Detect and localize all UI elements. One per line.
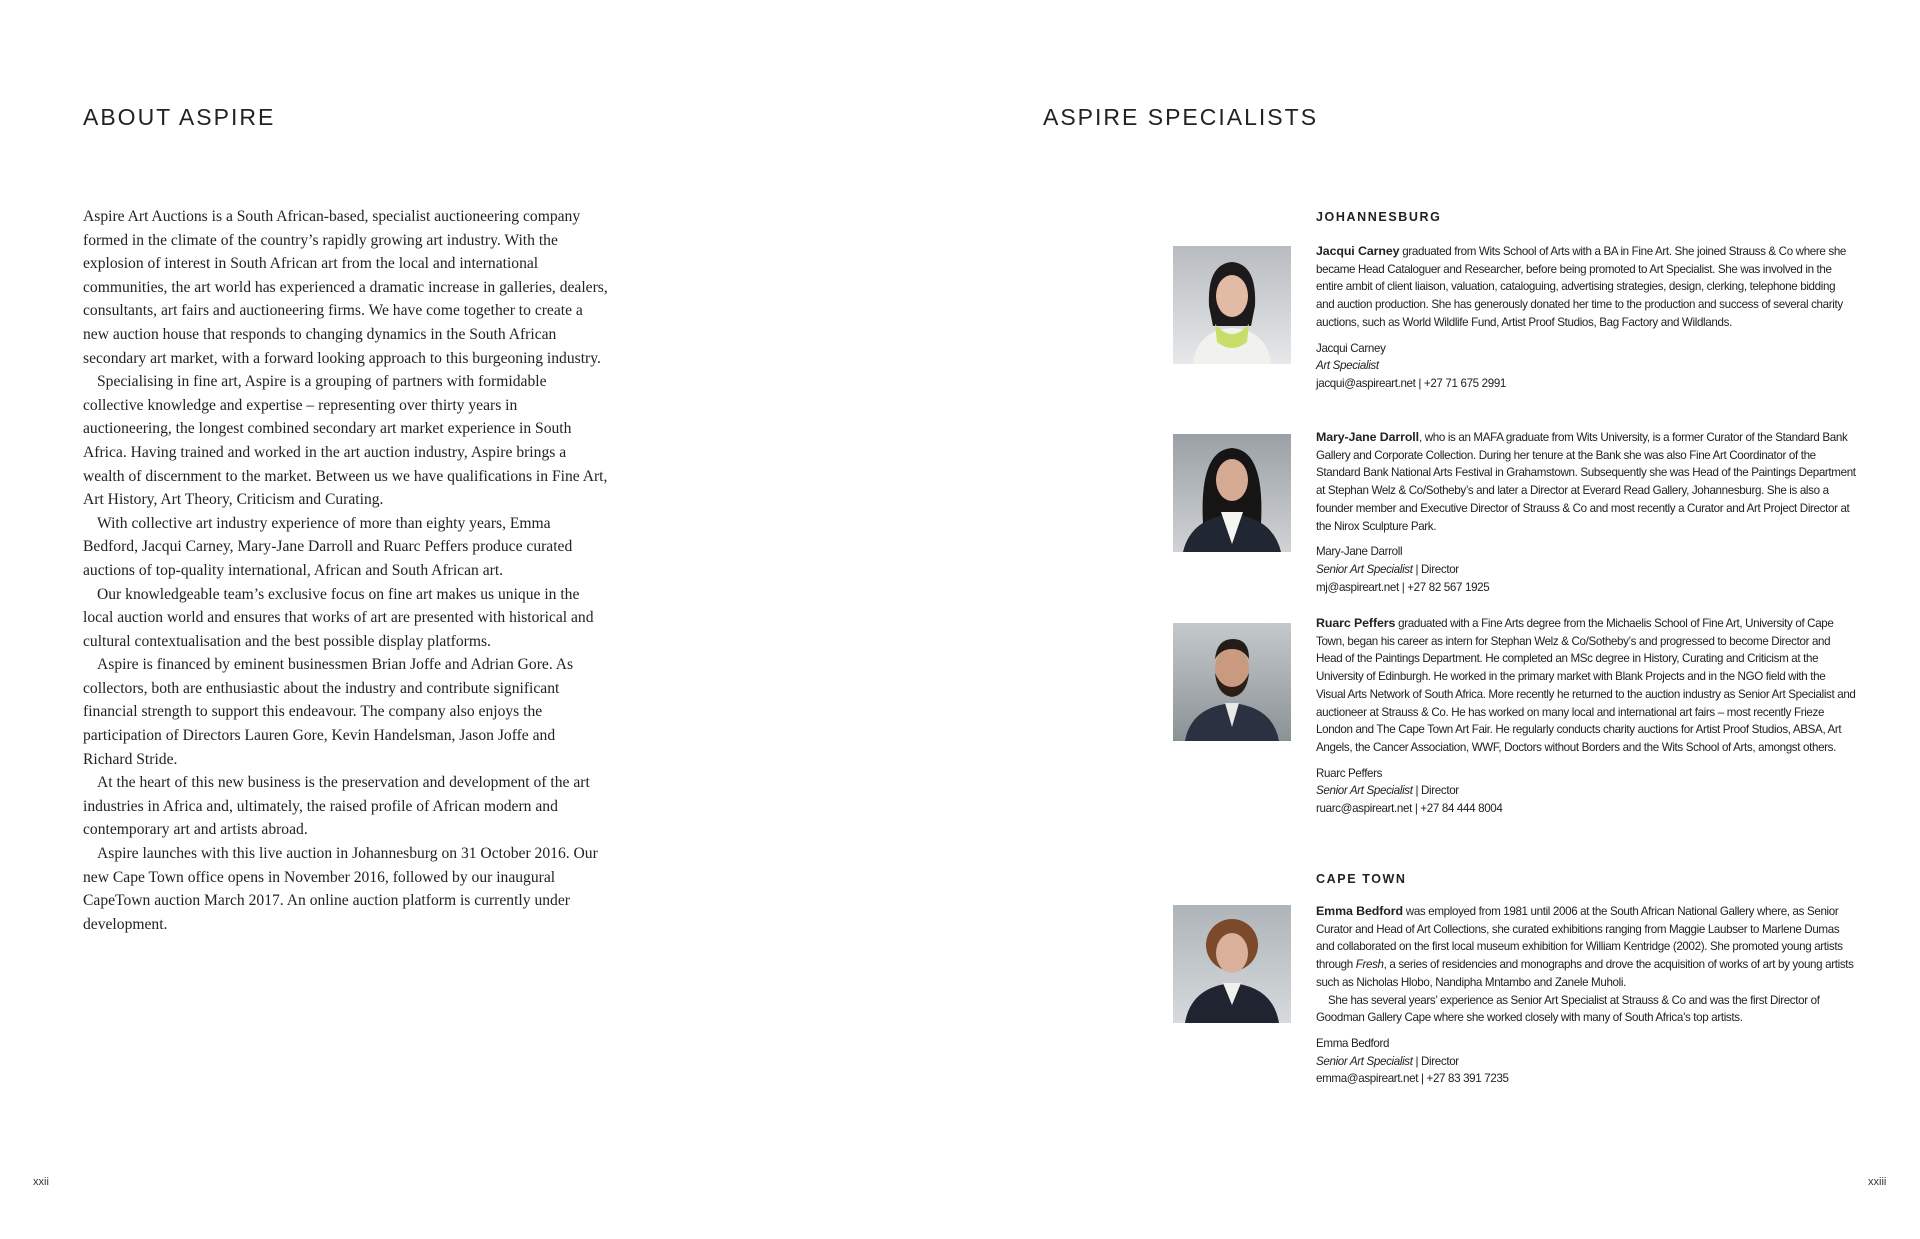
mary-jane-darroll-photo [1173,434,1291,552]
page-number-left: xxii [33,1176,49,1188]
about-paragraph: At the heart of this new business is the preservation and development of the art industries in Africa and, ultimately, the raised profile of African modern and contemporary art and artists abroad. [83,774,590,839]
about-aspire-heading: ABOUT ASPIRE [83,104,276,130]
specialist-name: Ruarc Peffers [1316,616,1396,630]
specialist-signature-name: Jacqui Carney [1316,341,1386,355]
about-paragraph: With collective art industry experience of more than eighty years, Emma Bedford, Jacqui Carney, Mary-Jane Darroll and Ruarc Peffers produce curated auctions of top-quality international, African and South African art. [83,514,573,579]
about-paragraph: Aspire is financed by eminent businessmen Brian Joffe and Adrian Gore. As collectors, both are enthusiastic about the industry and contribute significant financial strength to support this endeavour. The company also enjoys the participation of Directors Lauren Gore, Kevin Handelsman, Jason Joffe and Richard Stride. [83,656,574,768]
about-body [83,205,608,936]
specialist-bio: graduated from Wits School of Arts with a BA in Fine Art. She joined Strauss & Co where she became Head Cataloguer and Researcher, before being promoted to Art Specialist. She was involved in the entire ambit of client liaison, valuation, cataloguing, advertising strategies, design, clerking, telephone bidding and auction production. She has generously donated her time to the production and success of several charity auctions, such as World Wildlife Fund, Artist Proof Studios, Bag Factory and Wildlands. [1316,245,1847,329]
specialist-signature-name: Mary-Jane Darroll [1316,545,1403,559]
specialist-bio-rest: , a series of residencies and monographs and drove the acquisition of works of art by young artists such as Nicholas Hlobo, Nandipha Mntambo and Zanele Muholi. [1316,958,1854,989]
specialist-role-suffix: | Director [1412,1054,1459,1068]
specialist-bio: graduated with a Fine Arts degree from the Michaelis School of Fine Art, University of Cape Town, began his career as intern for Stephan Welz & Co/Sotheby’s and progressed to become Director and Head of the Paintings Department. He completed an MSc degree in History, Curating and Criticism at the University of Edinburgh. He worked in the primary market with Blank Projects and in the NGO field with the Visual Arts Network of South Africa. More recently he returned to the auction industry as Senior Art Specialist and auctioneer at Strauss & Co. He has worked on many local and international art fairs – most recently Frieze London and The Cape Town Art Fair. He regularly conducts charity auctions for Artist Proof Studios, ABSA, Art Angels, the Cancer Association, WWF, Doctors without Borders and the Wits School of Arts, amongst others. [1316,617,1856,754]
specialist-role: Art Specialist [1316,359,1379,373]
specialist-contact[interactable]: emma@aspireart.net | +27 83 391 7235 [1316,1072,1509,1086]
about-paragraph: Specialising in fine art, Aspire is a grouping of partners with formidable collective knowledge and expertise – representing over thirty years in auctioneering, the longest combined secondary art market experience in South Africa. Having trained and worked in the art auction industry, Aspire brings a wealth of discernment to the market. Between us we have qualifications in Fine Art, Art History, Art Theory, Criticism and Curating. [83,373,608,509]
jacqui-carney-photo [1173,246,1291,364]
specialist-role: Senior Art Specialist [1316,562,1413,576]
specialist-name: Emma Bedford [1316,904,1403,918]
emma-bedford-photo [1173,905,1291,1023]
city-heading-johannesburg: JOHANNESBURG [1316,210,1442,224]
specialist-role: Senior Art Specialist [1316,1054,1413,1068]
specialist-contact[interactable]: mj@aspireart.net | +27 82 567 1925 [1316,580,1490,594]
specialist-bio-paragraph-2: She has several years’ experience as Senior Art Specialist at Strauss & Co and was the first Director of Goodman Gallery Cape where she worked closely with many of South Africa’s top artists. [1316,993,1820,1025]
specialist-role-suffix: | Director [1412,562,1459,576]
about-paragraph: Aspire Art Auctions is a South African-based, specialist auctioneering company formed in the climate of the country’s rapidly growing art industry. With the explosion of interest in South African art from the local and international communities, the art world has experienced a dramatic increase in galleries, dealers, consultants, art fairs and auctioneering firms. We have come together to create a new auction house that responds to changing dynamics in the South African secondary art market, with a forward looking approach to this burgeoning industry. [83,208,608,367]
about-paragraph: Aspire launches with this live auction in Johannesburg on 31 October 2016. Our new Cape Town office opens in November 2016, followed by our inaugural CapeTown auction March 2017. An online auction platform is currently under development. [83,845,598,933]
specialist-ruarc-peffers [1316,615,1856,818]
specialist-name: Jacqui Carney [1316,244,1400,258]
ruarc-peffers-photo [1173,623,1291,741]
specialist-role-suffix: | Director [1412,784,1459,798]
specialist-bio: , who is an MAFA graduate from Wits University, is a former Curator of the Standard Bank Gallery and Corporate Collection. During her tenure at the Bank she was also Fine Art Coordinator of the Standard Bank National Arts Festival in Grahamstown. Subsequently she was Head of the Paintings Department at Stephan Welz & Co/Sotheby’s and later a Director at Everard Read Gallery, Johannesburg. She is also a founder member and Executive Director of Strauss & Co and most recently a Curator and Art Project Director at the Nirox Sculpture Park. [1316,431,1856,533]
specialist-mary-jane-darroll [1316,429,1856,596]
city-heading-cape-town: CAPE TOWN [1316,872,1407,886]
page-number-right: xxiii [1868,1176,1887,1188]
specialist-jacqui-carney [1316,243,1856,393]
specialist-bio: was employed from 1981 until 2006 at the South African National Gallery where, as Senior Curator and Head of Art Collections, she curated exhibitions ranging from Maggie Laubser to Marlene Dumas and collaborated on the first local museum exhibition for William Kentridge (2002). She promoted young artists through [1316,905,1843,972]
specialists-heading: ASPIRE SPECIALISTS [1043,104,1319,130]
specialist-role: Senior Art Specialist [1316,784,1413,798]
specialist-contact[interactable]: ruarc@aspireart.net | +27 84 444 8004 [1316,802,1503,816]
specialist-signature-name: Ruarc Peffers [1316,766,1383,780]
specialist-name: Mary-Jane Darroll [1316,430,1419,444]
about-paragraph: Our knowledgeable team’s exclusive focus on fine art makes us unique in the local auction world and ensures that works of art are presented with historical and cultural contextualisation and the best possible display platforms. [83,585,594,650]
specialist-bio-italic: Fresh [1355,958,1384,972]
specialist-contact[interactable]: jacqui@aspireart.net | +27 71 675 2991 [1316,376,1507,390]
specialist-signature-name: Emma Bedford [1316,1036,1390,1050]
specialist-emma-bedford [1316,903,1856,1088]
